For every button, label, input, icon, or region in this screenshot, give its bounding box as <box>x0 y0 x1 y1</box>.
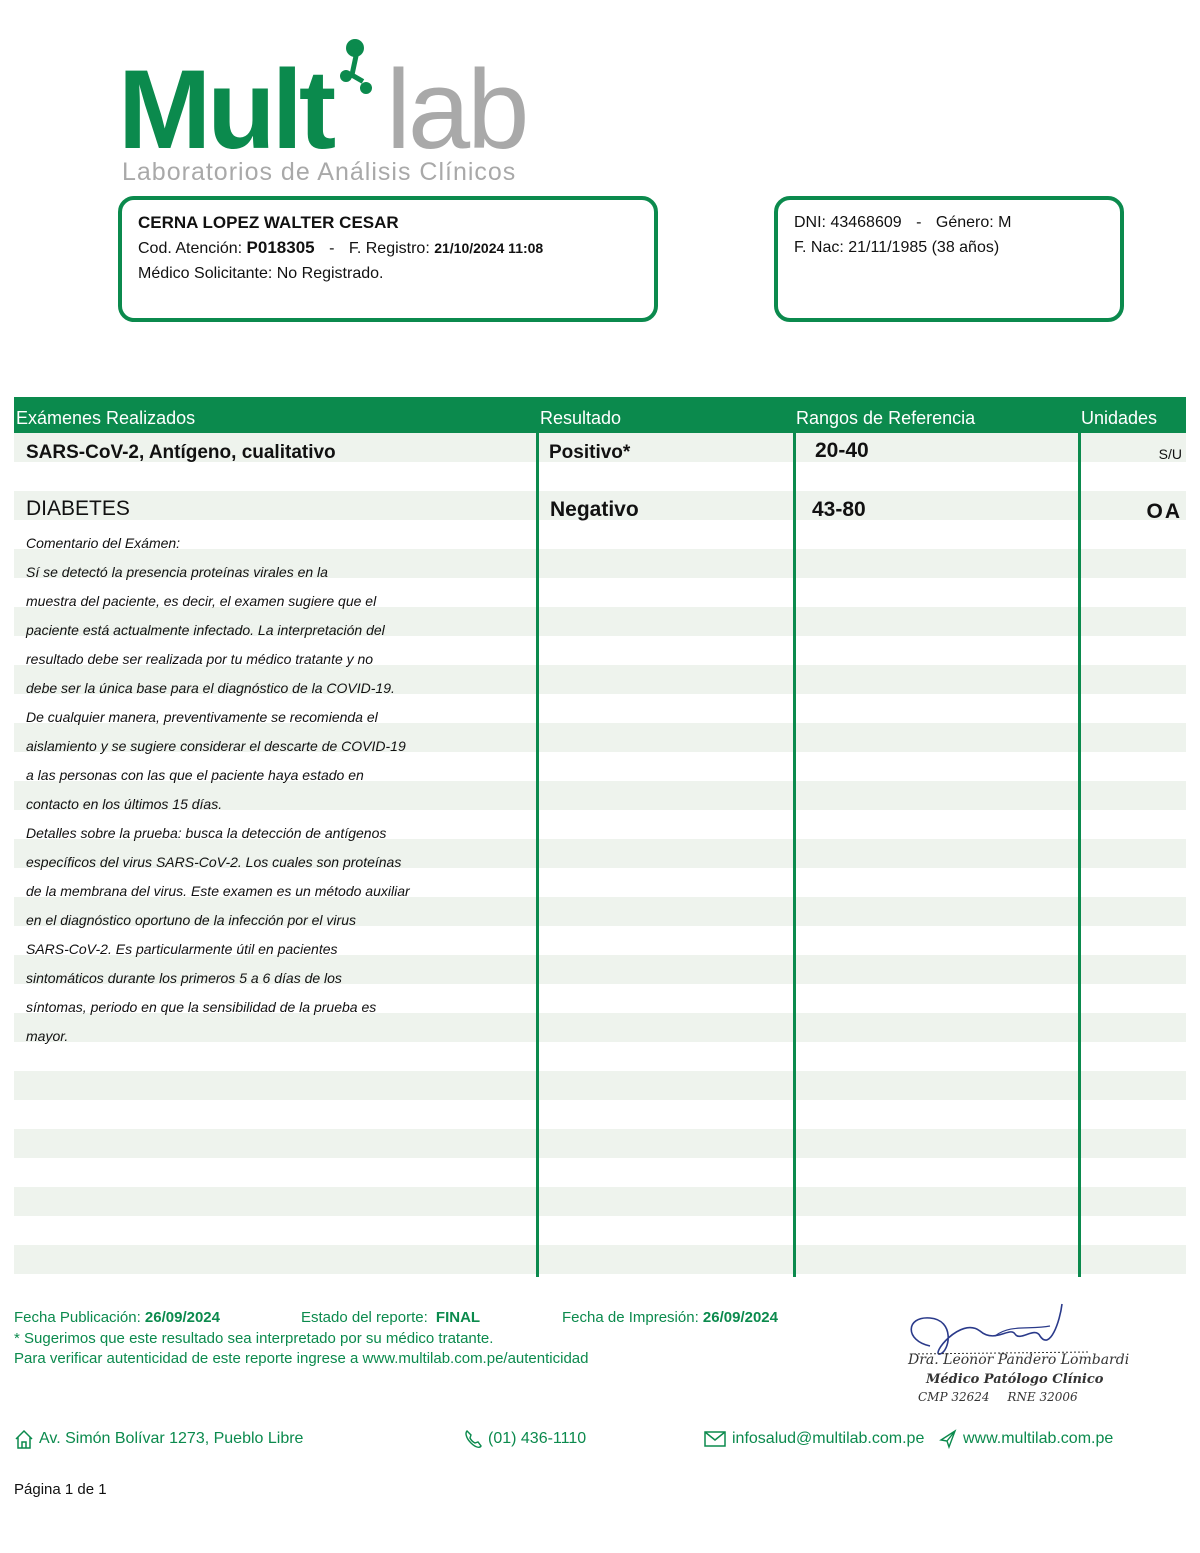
column-divider <box>1078 433 1081 1277</box>
column-divider <box>536 433 539 1277</box>
comment-line: debe ser la única base para el diagnóstico de la COVID-19. <box>26 680 395 696</box>
contact-phone <box>463 1428 586 1450</box>
exam-range: 20-40 <box>815 439 869 462</box>
exam-name: SARS-CoV-2, Antígeno, cualitativo <box>26 442 336 463</box>
comment-line: Detalles sobre la prueba: busca la detección de antígenos <box>26 825 387 841</box>
page-number: Página 1 de 1 <box>14 1481 107 1498</box>
registro-value: 21/10/2024 11:08 <box>434 240 544 256</box>
comment-line: Sí se detectó la presencia proteínas virales en la <box>26 564 328 580</box>
results-table <box>14 397 1186 1277</box>
contact-email <box>703 1428 924 1450</box>
patient-name: CERNA LOPEZ WALTER CESAR <box>138 213 399 232</box>
header-examenes: Exámenes Realizados <box>16 408 196 428</box>
nac-label: F. Nac: <box>794 239 844 256</box>
send-icon <box>938 1428 958 1450</box>
interpretation-note: * Sugerimos que este resultado sea interpretado por su médico tratante. <box>14 1330 494 1347</box>
patient-info-box <box>774 196 1124 322</box>
signature-name: Dra. Leonor Pandero Lombardi <box>908 1352 1130 1368</box>
separator: - <box>329 240 335 257</box>
genero-label: Género: <box>935 214 994 231</box>
attention-row <box>138 235 638 261</box>
svg-text:Mult: Mult <box>118 47 333 161</box>
estado-reporte: Estado del reporte: FINAL <box>301 1309 481 1326</box>
comment-line: Comentario del Exámen: <box>26 535 181 551</box>
svg-text:lab: lab <box>386 47 527 161</box>
header-resultado: Resultado <box>540 408 622 428</box>
comment-line: contacto en los últimos 15 días. <box>26 796 223 812</box>
mail-icon <box>703 1428 727 1450</box>
fecha-publicacion-value: 26/09/2024 <box>144 1309 220 1326</box>
signature-rne: RNE 32006 <box>1007 1390 1078 1404</box>
multilab-logo <box>118 36 528 186</box>
exam-result: Positivo* <box>549 442 631 463</box>
column-divider <box>793 433 796 1277</box>
signature-cmp: CMP 32624 <box>918 1390 990 1404</box>
estado-reporte-value: FINAL <box>435 1309 481 1326</box>
exam-range: 43-80 <box>812 498 866 521</box>
comment-line: de la membrana del virus. Este examen es un método auxiliar <box>26 883 410 899</box>
signature-title: Médico Patólogo Clínico <box>926 1372 1104 1387</box>
comment-line: SARS-CoV-2. Es particularmente útil en pacientes <box>26 941 338 957</box>
comment-line: muestra del paciente, es decir, el examen sugiere que el <box>26 593 377 609</box>
home-icon <box>14 1428 34 1450</box>
comment-line: mayor. <box>26 1028 69 1044</box>
nac-value: 21/11/1985 (38 años) <box>848 239 1000 256</box>
address-text: Av. Simón Bolívar 1273, Pueblo Libre <box>39 1430 304 1447</box>
comment-line: resultado debe ser realizada por tu médico tratante y no <box>26 651 374 667</box>
comment-line: aislamiento y se sugiere considerar el descarte de COVID-19 <box>26 738 406 754</box>
fecha-publicacion: Fecha Publicación: 26/09/2024 <box>14 1309 220 1326</box>
comment-line: en el diagnóstico oportuno de la infección por el virus <box>26 912 356 928</box>
registro-label: F. Registro: <box>348 240 430 257</box>
cod-value: P018305 <box>246 238 315 257</box>
comment-line: específicos del virus SARS-CoV-2. Los cuales son proteínas <box>26 854 402 870</box>
comment-line: a las personas con las que el paciente haya estado en <box>26 767 364 783</box>
comment-line: De cualquier manera, preventivamente se recomienda el <box>26 709 378 725</box>
medico-row <box>138 261 638 286</box>
web-link[interactable]: www.multilab.com.pe <box>963 1430 1114 1447</box>
dni-value: 43468609 <box>830 214 902 231</box>
fecha-impresion: Fecha de Impresión: 26/09/2024 <box>562 1309 778 1326</box>
exam-unit: OA <box>1146 500 1182 523</box>
exam-result: Negativo <box>550 498 639 521</box>
cod-label: Cod. Atención: <box>138 240 243 257</box>
email-link[interactable]: infosalud@multilab.com.pe <box>732 1430 925 1447</box>
exam-comment <box>26 529 410 1051</box>
header-rangos: Rangos de Referencia <box>796 408 976 428</box>
comment-line: paciente está actualmente infectado. La interpretación del <box>26 622 385 638</box>
logo-tagline: Laboratorios de Análisis Clínicos <box>122 158 517 186</box>
header-unidades: Unidades <box>1081 408 1158 428</box>
comment-line: sintomáticos durante los primeros 5 a 6 días de los <box>26 970 342 986</box>
doctor-signature <box>900 1296 1130 1416</box>
authenticity-note: Para verificar autenticidad de este reporte ingrese a www.multilab.com.pe/autenticidad <box>14 1350 589 1367</box>
medico-value: No Registrado. <box>276 265 384 282</box>
phone-text: (01) 436-1110 <box>488 1430 587 1447</box>
genero-value: M <box>998 214 1012 231</box>
exam-name: DIABETES <box>26 497 130 520</box>
nacimiento-row <box>794 235 1104 260</box>
exam-unit: S/U <box>1158 446 1182 462</box>
separator: - <box>916 214 922 231</box>
medico-label: Médico Solicitante: <box>138 265 273 282</box>
dni-label: DNI: <box>794 214 826 231</box>
fecha-impresion-value: 26/09/2024 <box>702 1309 778 1326</box>
table-header <box>14 397 1186 433</box>
signature-credentials <box>918 1390 1078 1404</box>
logo-wordmark-icon <box>118 36 528 161</box>
phone-icon <box>463 1428 483 1450</box>
comment-line: síntomas, periodo en que la sensibilidad de la prueba es <box>26 999 377 1015</box>
contact-address <box>14 1428 303 1450</box>
patient-box <box>118 196 658 322</box>
dni-row <box>794 210 1104 235</box>
contact-web <box>938 1428 1113 1450</box>
